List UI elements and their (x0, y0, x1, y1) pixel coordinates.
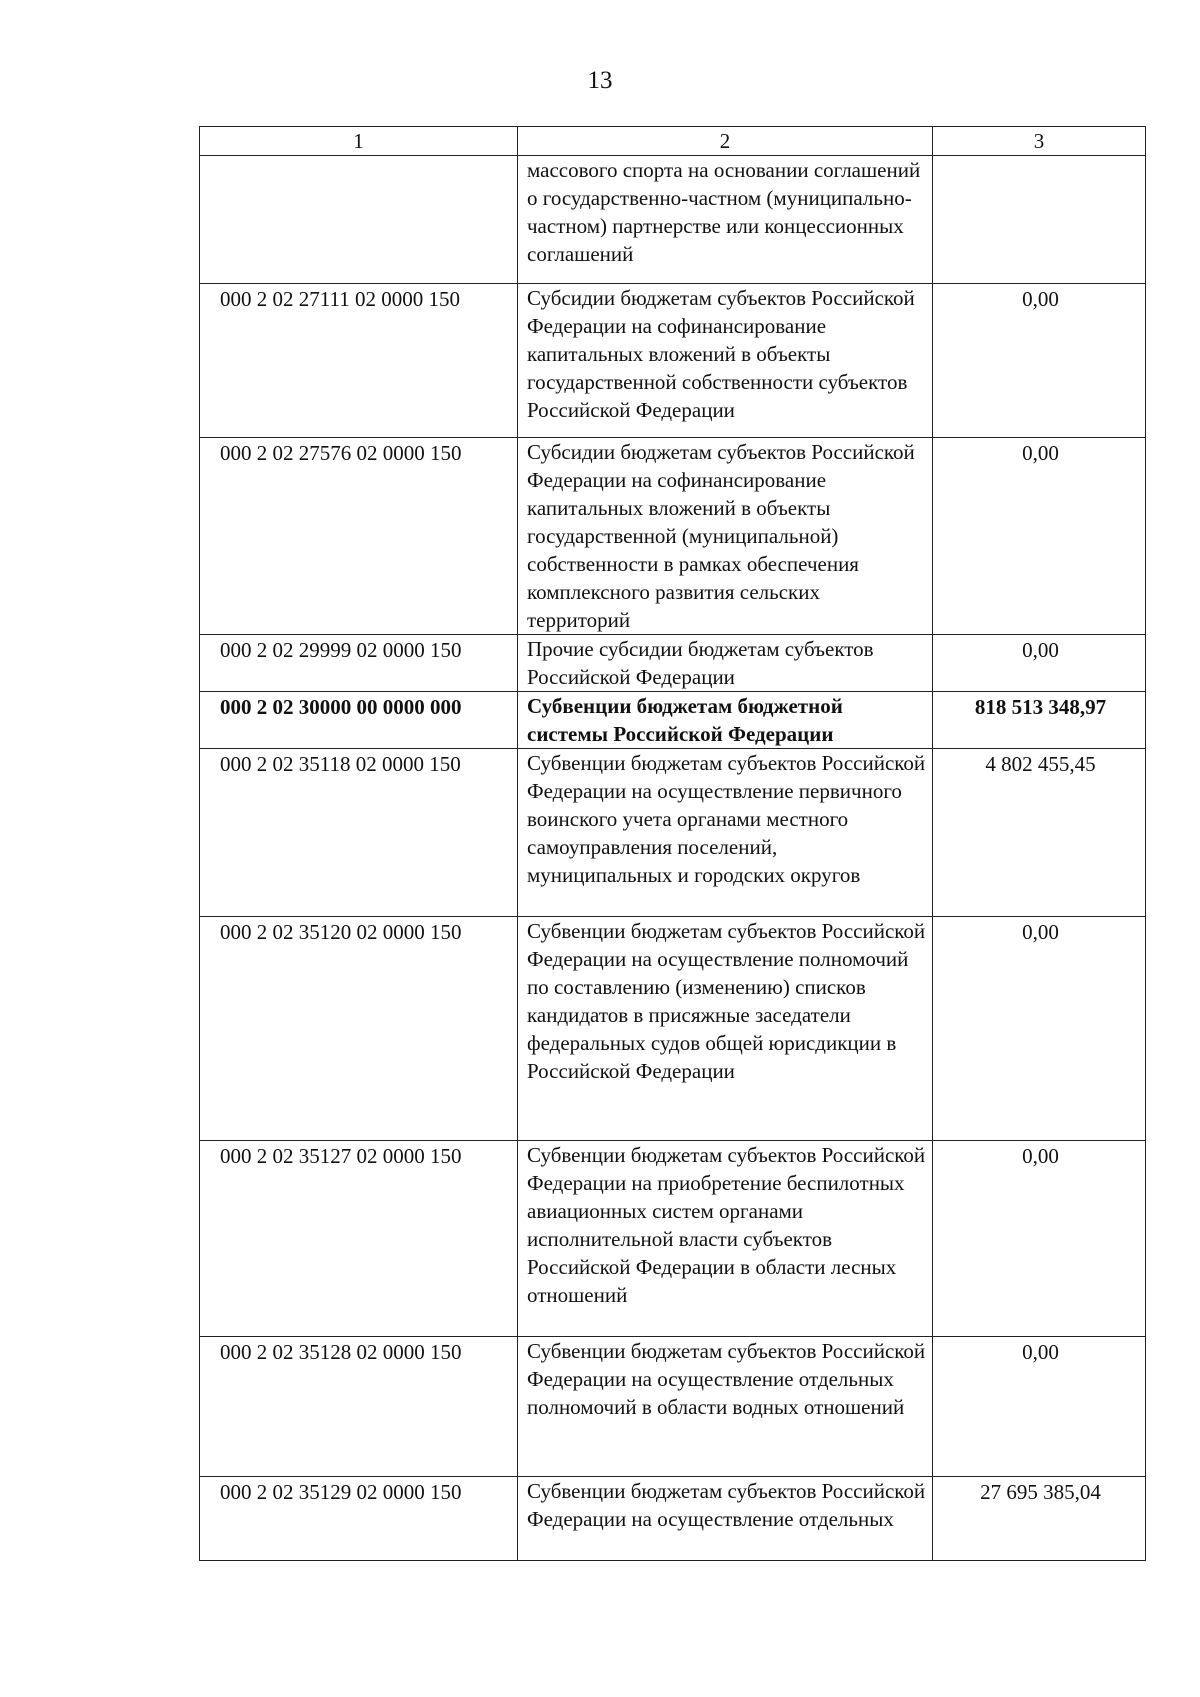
row-amount: 0,00 (933, 438, 1146, 635)
row-amount: 818 513 348,97 (933, 692, 1146, 749)
table-row (200, 438, 1146, 635)
table-row (200, 156, 1146, 284)
row-name: Субсидии бюджетам субъектов Российской Федерации на софинансирование капитальных вложений в объекты государственной собственности субъектов Российской Федерации (518, 284, 933, 438)
row-amount: 0,00 (933, 917, 1146, 1141)
row-amount: 4 802 455,45 (933, 749, 1146, 917)
row-amount: 0,00 (933, 1141, 1146, 1337)
row-code: 000 2 02 35129 02 0000 150 (200, 1477, 518, 1561)
row-code: 000 2 02 30000 00 0000 000 (200, 692, 518, 749)
row-name: массового спорта на основании соглашений о государственно-частном (муниципально-частном) партнерстве или концессионных соглашений (518, 156, 933, 284)
row-name: Субвенции бюджетам субъектов Российской Федерации на осуществление отдельных полномочий в области водных отношений (518, 1337, 933, 1477)
column-header-code: 1 (200, 127, 518, 156)
column-header-amount: 3 (933, 127, 1146, 156)
row-name: Субвенции бюджетам субъектов Российской Федерации на приобретение беспилотных авиационных систем органами исполнительной власти субъектов Российской Федерации в области лесных отношений (518, 1141, 933, 1337)
row-name: Субвенции бюджетам субъектов Российской Федерации на осуществление отдельных (518, 1477, 933, 1561)
table-row (200, 1141, 1146, 1337)
page-number: 13 (587, 67, 613, 94)
row-amount: 27 695 385,04 (933, 1477, 1146, 1561)
row-amount: 0,00 (933, 635, 1146, 692)
column-header-name: 2 (518, 127, 933, 156)
row-name: Субвенции бюджетам бюджетной системы Российской Федерации (518, 692, 933, 749)
row-code: 000 2 02 35127 02 0000 150 (200, 1141, 518, 1337)
table-row (200, 635, 1146, 692)
table-row-total (200, 692, 1146, 749)
row-code: 000 2 02 27576 02 0000 150 (200, 438, 518, 635)
row-amount (933, 156, 1146, 284)
row-name: Субвенции бюджетам субъектов Российской Федерации на осуществление первичного воинского учета органами местного самоуправления поселений, муниципальных и городских округов (518, 749, 933, 917)
row-code: 000 2 02 35118 02 0000 150 (200, 749, 518, 917)
row-amount: 0,00 (933, 284, 1146, 438)
table-row (200, 917, 1146, 1141)
row-amount: 0,00 (933, 1337, 1146, 1477)
row-name: Субсидии бюджетам субъектов Российской Федерации на софинансирование капитальных вложений в объекты государственной (муниципальной) собственности в рамках обеспечения комплексного развития сельских территорий (518, 438, 933, 635)
table-header-row (200, 127, 1146, 156)
row-code: 000 2 02 35128 02 0000 150 (200, 1337, 518, 1477)
row-name: Субвенции бюджетам субъектов Российской Федерации на осуществление полномочий по составлению (изменению) списков кандидатов в присяжные заседатели федеральных судов общей юрисдикции в Российской Федерации (518, 917, 933, 1141)
row-name: Прочие субсидии бюджетам субъектов Российской Федерации (518, 635, 933, 692)
row-code: 000 2 02 29999 02 0000 150 (200, 635, 518, 692)
row-code: 000 2 02 35120 02 0000 150 (200, 917, 518, 1141)
table-row (200, 1477, 1146, 1561)
budget-revenue-table (199, 126, 1146, 1561)
table-row (200, 284, 1146, 438)
table-row (200, 749, 1146, 917)
row-code: 000 2 02 27111 02 0000 150 (200, 284, 518, 438)
table-row (200, 1337, 1146, 1477)
row-code (200, 156, 518, 284)
